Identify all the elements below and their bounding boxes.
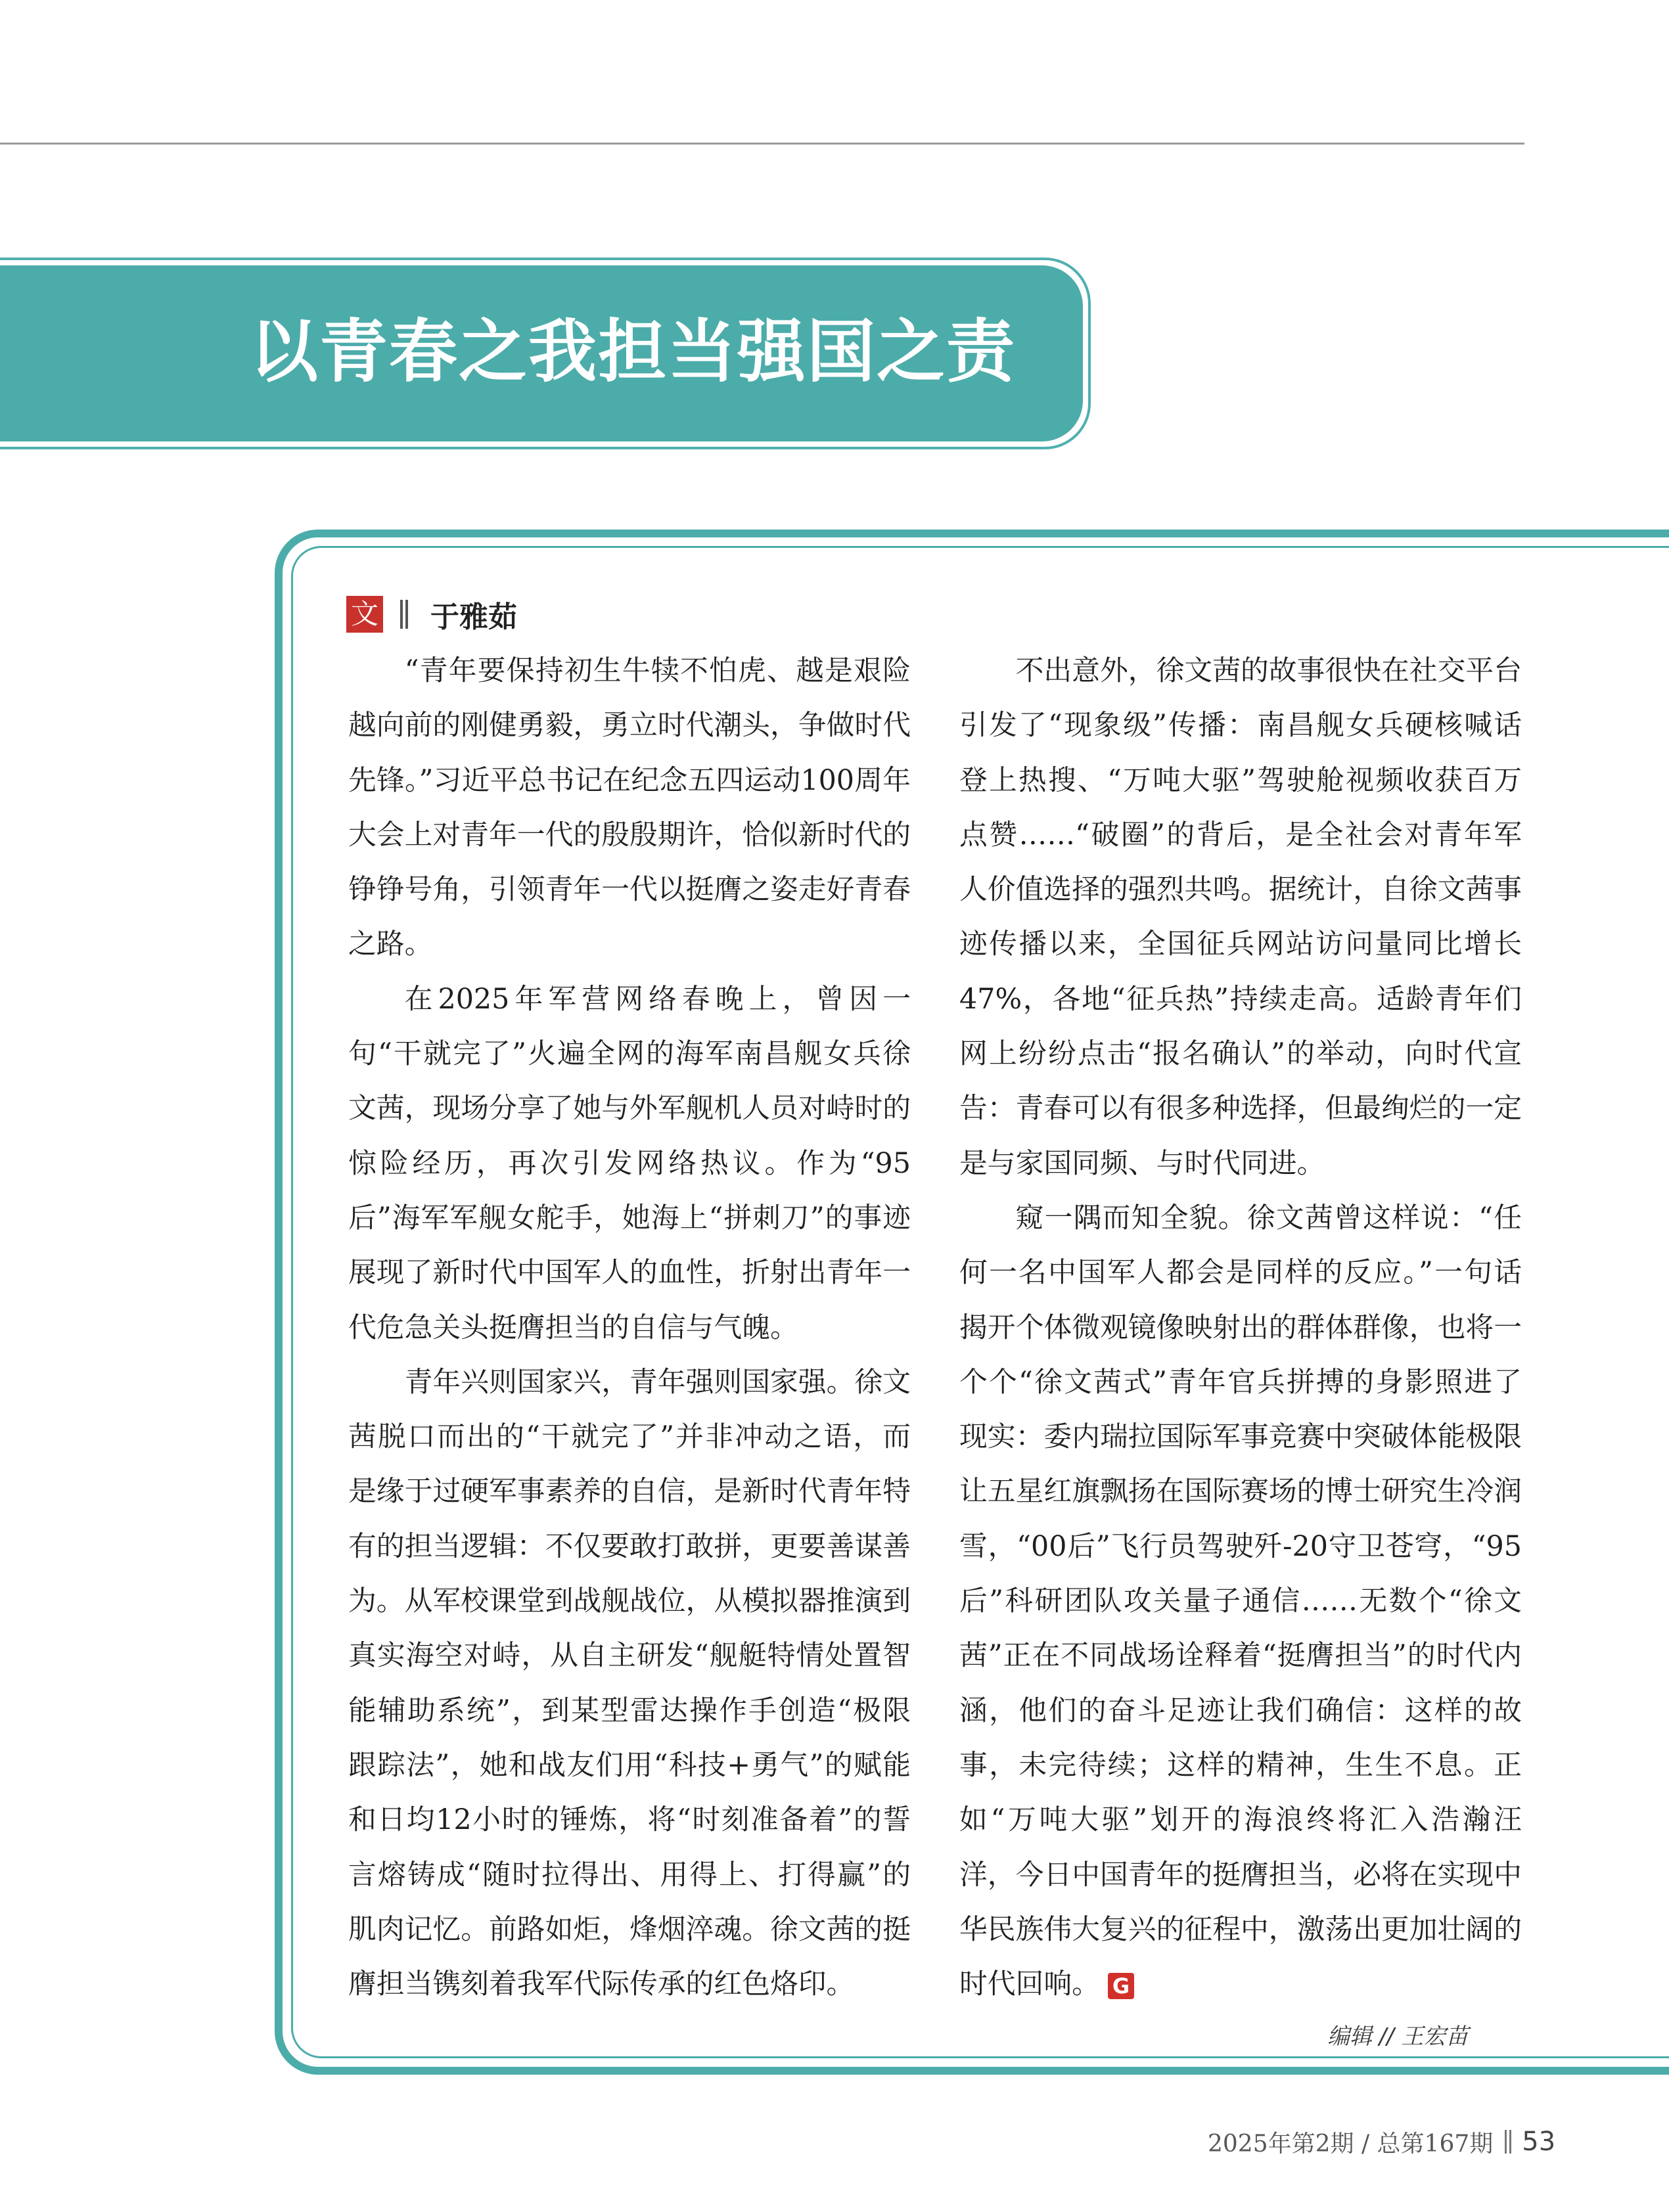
end-mark-icon: G [1108,1973,1134,1999]
paragraph: 在2025年军营网络春晚上，曾因一句“干就完了”火遍全网的海军南昌舰女兵徐文茜，现场分享了她与外军舰机人员对峙时的惊险经历，再次引发网络热议。作为“95后”海军军舰女舵手，她海上“拼刺刀”的事迹展现了新时代中国军人的血性，折射出青年一代危急关头挺膺担当的自信与气魄。 [348,982,911,1344]
paragraph-text: 窥一隅而知全貌。徐文茜曾这样说：“任何一名中国军人都会是同样的反应。”一句话揭开个体微观镜像映射出的群体群像，也将一个个“徐文茜式”青年官兵拼搏的身影照进了现实：委内瑞拉国际军事竞赛中突破体能极限让五星红旗飘扬在国际赛场的博士研究生冷润雪，“00后”飞行员驾驶歼-20守卫苍穹，“95后”科研团队攻关量子通信……无数个“徐文茜”正在不同战场诠释着“挺膺担当”的时代内涵，他们的奋斗足迹让我们确信：这样的故事，未完待续；这样的精神，生生不息。正如“万吨大驱”划开的海浪终将汇入浩瀚汪洋，今日中国青年的挺膺担当，必将在实现中华民族伟大复兴的征程中，激荡出更加壮阔的时代回响。 [959,1201,1522,2001]
page-number: 53 [1522,2127,1556,2157]
paragraph: 不出意外，徐文茜的故事很快在社交平台引发了“现象级”传播：南昌舰女兵硬核喊话登上热搜、“万吨大驱”驾驶舱视频收获百万点赞……“破圈”的背后，是全社会对青年军人价值选择的强烈共鸣。据统计，自徐文茜事迹传播以来，全国征兵网站访问量同比增长47%，各地“征兵热”持续走高。适龄青年们网上纷纷点击“报名确认”的举动，向时代宣告：青春可以有很多种选择，但最绚烂的一定是与家国同频、与时代同进。 [959,654,1522,1180]
author-line [346,594,517,635]
author-name: 于雅茹 [430,600,517,634]
editor-credit: 编辑 // 王宏苗 [1327,2023,1469,2050]
footer-separator [1505,2130,1511,2154]
left-column [348,644,911,2012]
top-rule [0,143,1524,145]
author-label-badge: 文 [346,596,383,633]
paragraph: 青年兴则国家兴，青年强则国家强。徐文茜脱口而出的“干就完了”并非冲动之语，而是缘于过硬军事素养的自信，是新时代青年特有的担当逻辑：不仅要敢打敢拼，更要善谋善为。从军校课堂到战舰战位，从模拟器推演到真实海空对峙，从自主研发“舰艇特情处置智能辅助系统”，到某型雷达操作手创造“极限跟踪法”，她和战友们用“科技+勇气”的赋能和日均12小时的锤炼，将“时刻准备着”的誓言熔铸成“随时拉得出、用得上、打得赢”的肌肉记忆。前路如炬，烽烟淬魂。徐文茜的挺膺担当镌刻着我军代际传承的红色烙印。 [348,1365,911,2001]
right-column [959,644,1522,2012]
article-title: 以青春之我担当强国之责 [250,311,1017,392]
author-separator [400,600,408,629]
issue-info: 2025年第2期 / 总第167期 [1208,2130,1494,2157]
paragraph: “青年要保持初生牛犊不怕虎、越是艰险越向前的刚健勇毅，勇立时代潮头，争做时代先锋。”习近平总书记在纪念五四运动100周年大会上对青年一代的殷殷期许，恰似新时代的铮铮号角，引领青年一代以挺膺之姿走好青春之路。 [348,654,911,961]
page-footer [1208,2122,1555,2161]
paragraph-with-end-mark [959,1191,1522,2012]
